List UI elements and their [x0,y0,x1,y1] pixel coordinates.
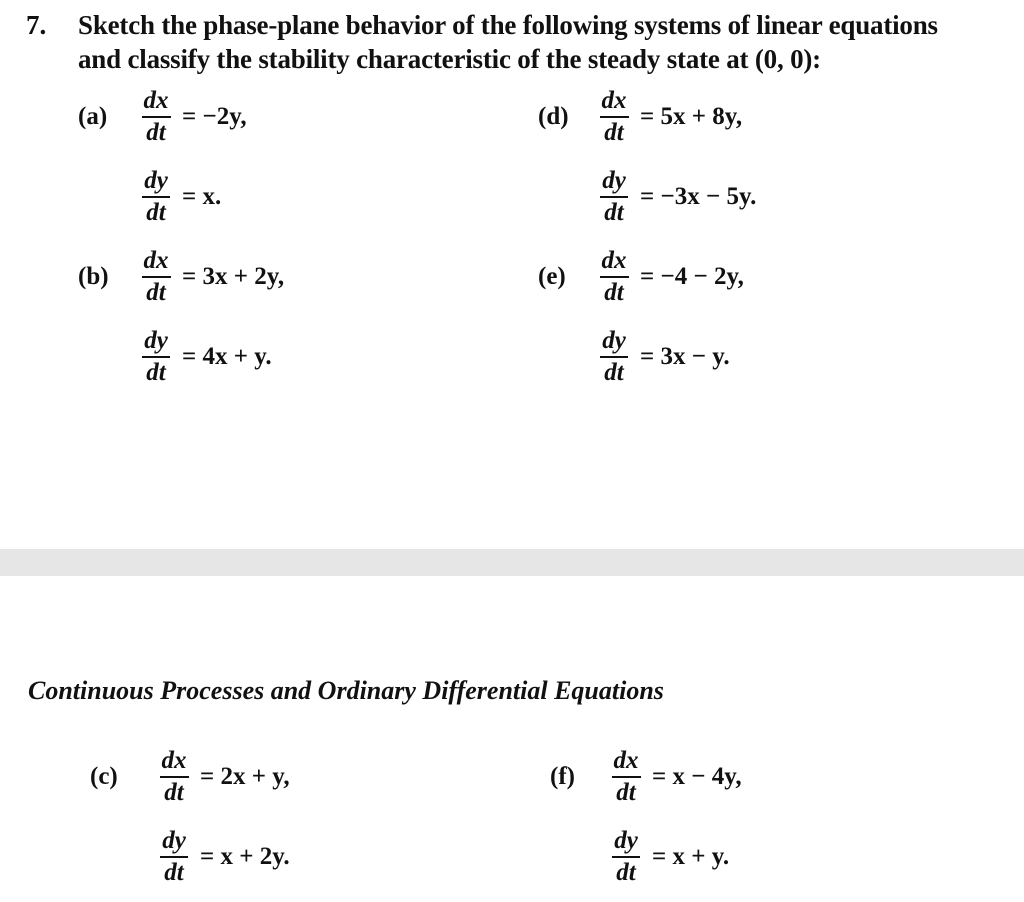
fraction-denominator: dt [604,119,624,146]
fraction-denominator: dt [616,779,636,806]
part-d-equation-1 [598,86,742,148]
part-c-label: (c) [90,763,118,790]
part-e-equation-1 [598,246,744,308]
part-a-equation-2 [140,166,221,228]
fraction-numerator: dy [142,167,170,198]
part-b-eq1-derivative [140,247,172,307]
part-e-eq1-rhs: = −4 − 2y, [640,263,744,290]
fraction-denominator: dt [604,359,624,386]
part-d-eq2-rhs: = −3x − 5y. [640,183,757,210]
part-e-eq1-derivative [598,247,630,307]
problem-statement [78,8,1008,76]
fraction-denominator: dt [146,279,166,306]
part-b-eq2-derivative [140,327,172,387]
fraction-numerator: dy [600,167,628,198]
part-e-eq2-derivative [598,327,630,387]
part-b-equation-2 [140,326,272,388]
part-a-equation-1 [140,86,247,148]
fraction-denominator: dt [164,779,184,806]
fraction-numerator: dy [160,827,188,858]
page-bottom-section [0,576,1024,902]
part-d-eq1-derivative [598,87,630,147]
part-a-eq2-derivative [140,167,172,227]
fraction-denominator: dt [604,199,624,226]
part-d-equation-2 [598,166,756,228]
fraction-denominator: dt [164,859,184,886]
fraction-denominator: dt [616,859,636,886]
fraction-numerator: dx [160,747,189,778]
part-f-eq2-derivative [610,827,642,887]
fraction-denominator: dt [146,359,166,386]
fraction-numerator: dx [142,87,171,118]
part-c-eq1-derivative [158,747,190,807]
part-b-equation-1 [140,246,284,308]
part-f-label: (f) [550,763,575,790]
part-f-equation-1 [610,746,742,808]
fraction-numerator: dx [600,87,629,118]
part-e-equation-2 [598,326,730,388]
part-d-eq1-rhs: = 5x + 8y, [640,103,743,130]
problem-number: 7. [26,10,47,40]
running-header: Continuous Processes and Ordinary Differential Equations [28,676,664,705]
part-b-label: (b) [78,263,109,290]
part-c-eq2-derivative [158,827,190,887]
fraction-numerator: dx [600,247,629,278]
fraction-numerator: dx [612,747,641,778]
part-f-equation-2 [610,826,729,888]
fraction-numerator: dy [612,827,640,858]
part-b-eq1-rhs: = 3x + 2y, [182,263,285,290]
part-f-eq1-rhs: = x − 4y, [652,763,742,790]
fraction-numerator: dx [142,247,171,278]
part-d-label: (d) [538,103,569,130]
part-c-equation-2 [158,826,290,888]
part-a-eq2-rhs: = x. [182,183,222,210]
fraction-numerator: dy [142,327,170,358]
part-a-eq1-rhs: = −2y, [182,103,247,130]
part-b-eq2-rhs: = 4x + y. [182,343,272,370]
fraction-denominator: dt [604,279,624,306]
part-e-label: (e) [538,263,566,290]
fraction-denominator: dt [146,199,166,226]
part-c-eq2-rhs: = x + 2y. [200,843,290,870]
part-c-equation-1 [158,746,290,808]
part-a-eq1-derivative [140,87,172,147]
part-d-eq2-derivative [598,167,630,227]
part-f-eq1-derivative [610,747,642,807]
problem-statement-line-1: Sketch the phase-plane behavior of the following systems of linear equations [78,10,938,40]
part-e-eq2-rhs: = 3x − y. [640,343,730,370]
page-break-band [0,549,1024,576]
part-a-label: (a) [78,103,108,130]
problem-statement-line-2: and classify the stability characteristic of the steady state at (0, 0): [78,44,821,74]
part-c-eq1-rhs: = 2x + y, [200,763,290,790]
fraction-numerator: dy [600,327,628,358]
part-f-eq2-rhs: = x + y. [652,843,730,870]
fraction-denominator: dt [146,119,166,146]
